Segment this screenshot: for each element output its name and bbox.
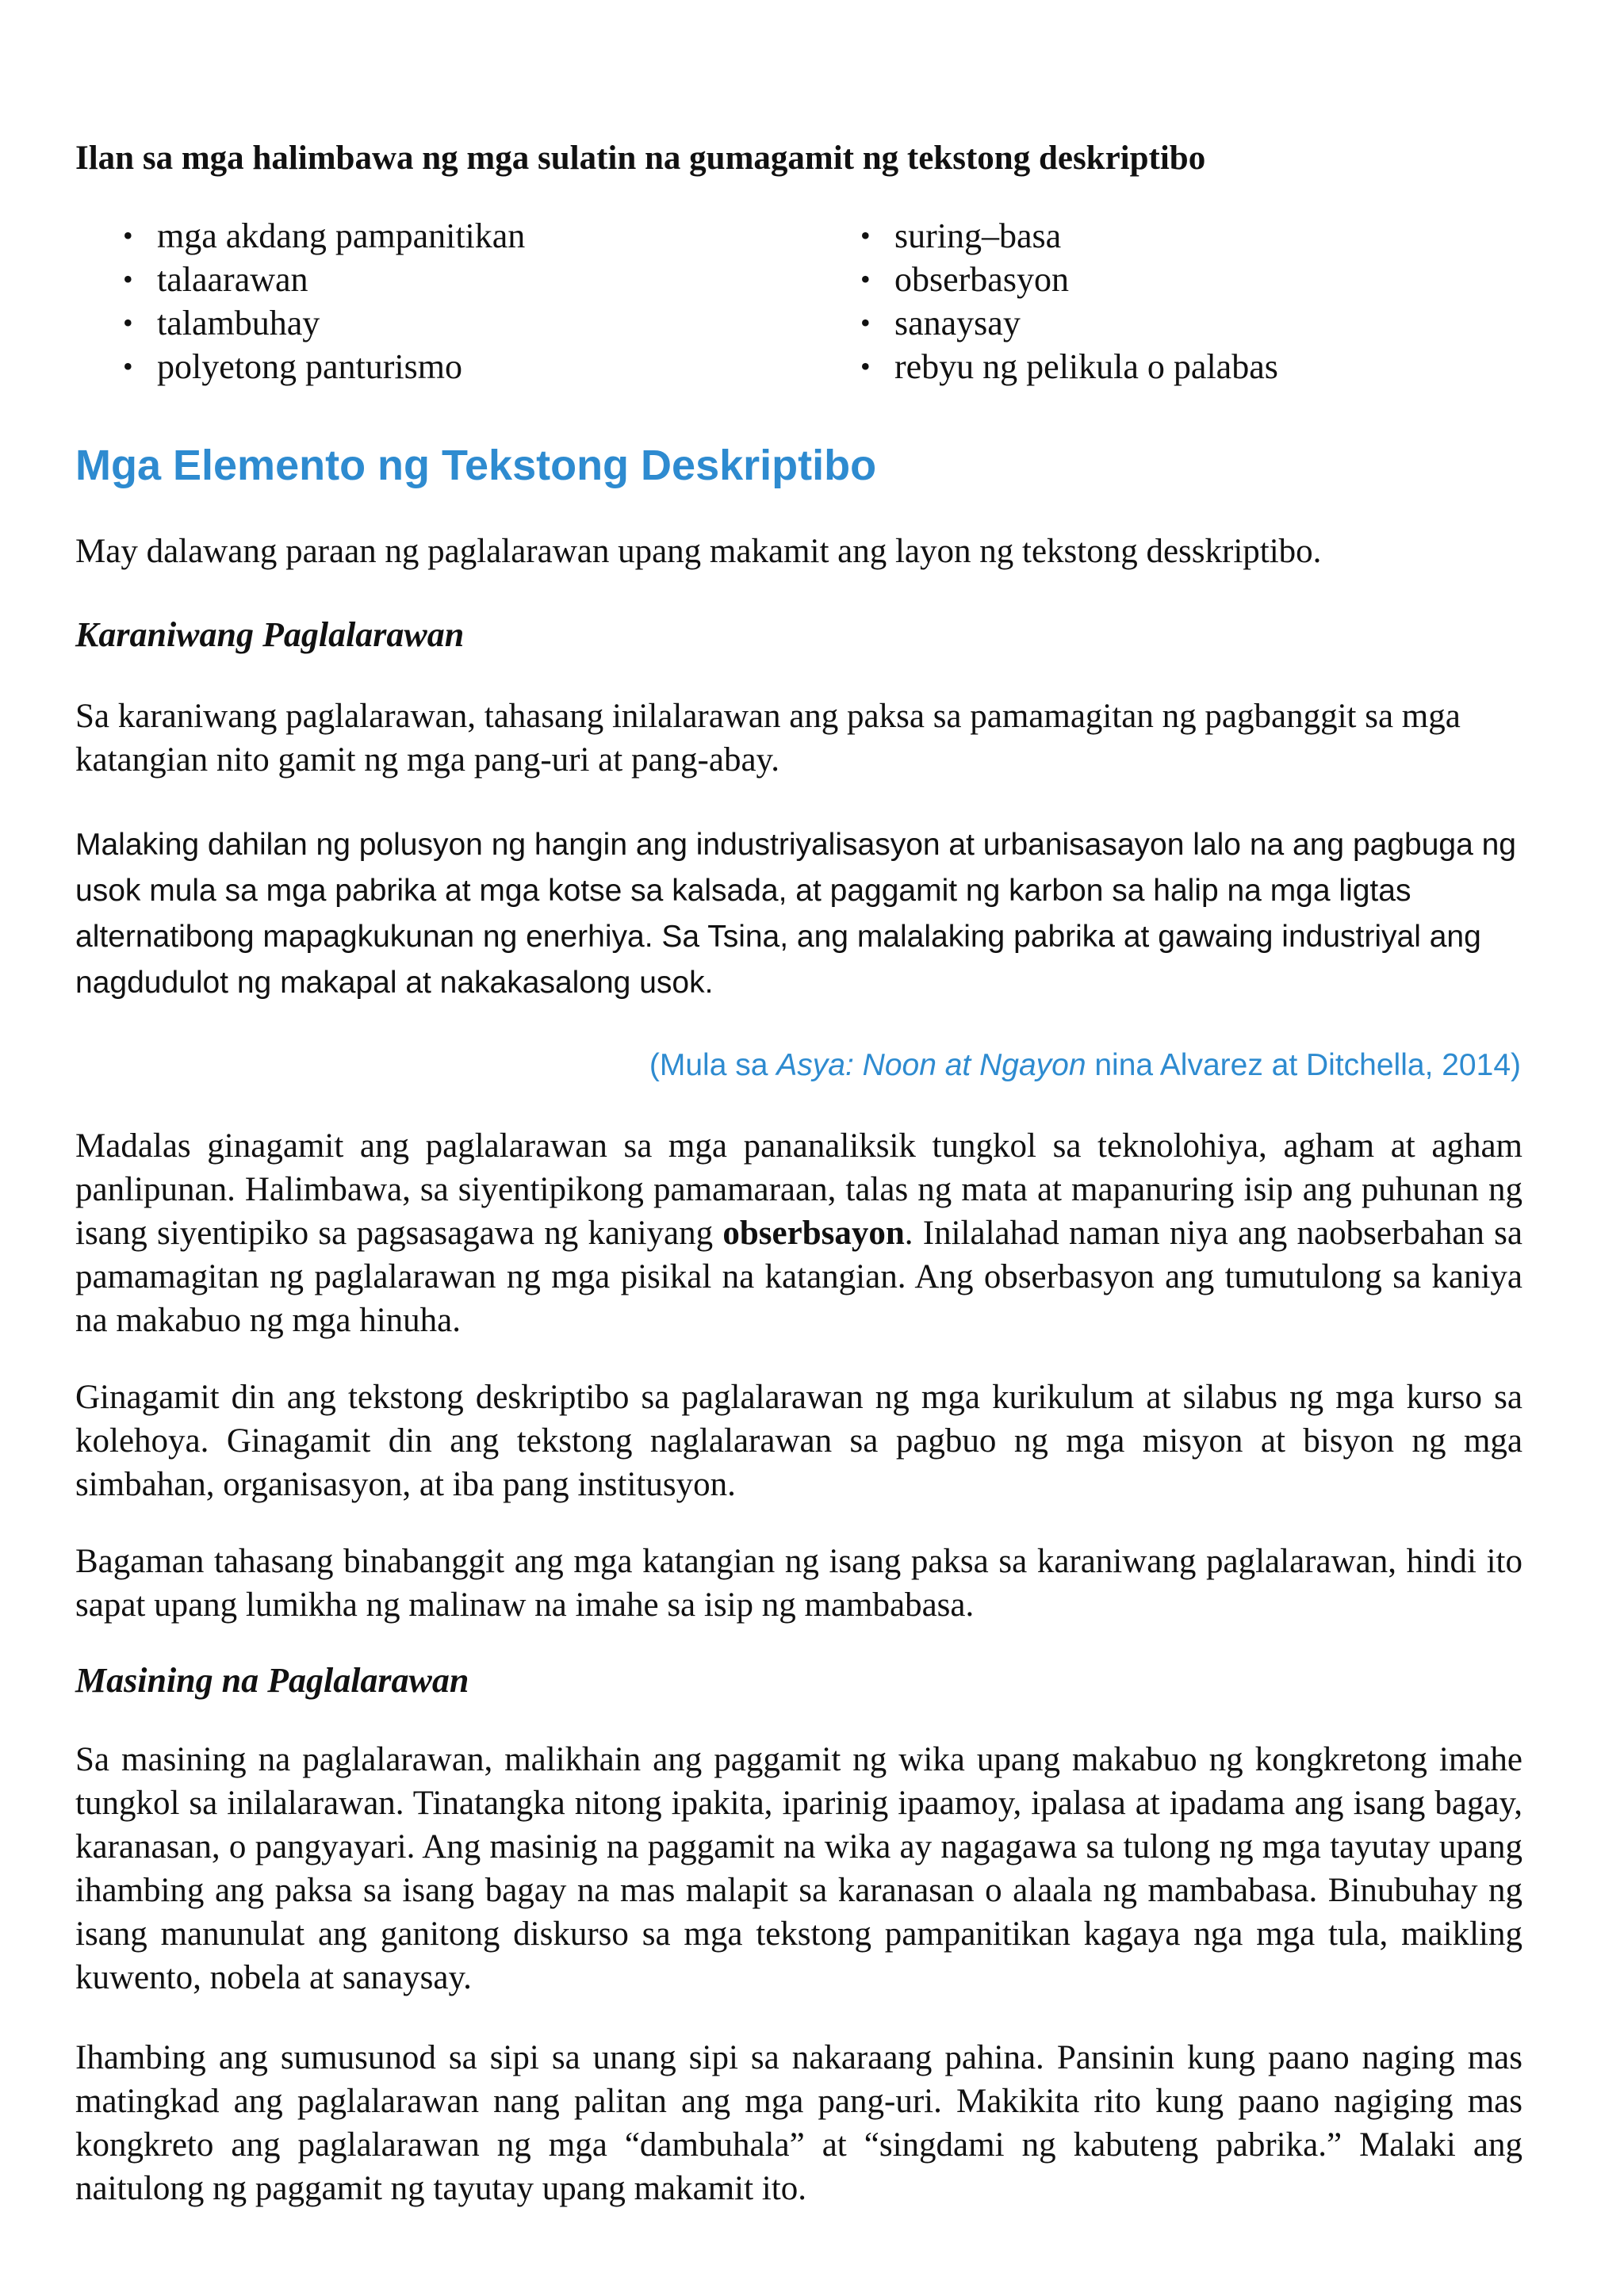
bullet-icon: • [860,307,871,339]
karaniwang-paragraph-2: Madalas ginagamit ang paglalarawan sa mga pananaliksik tungkol sa teknolohiya, agham at agham panlipunan. Halimbawa, sa siyentipikong pamamaraan, talas ng mata at mapanuring isip ang puhunan ng isang siyentipiko sa pagsasagawa ng kaniyang obserbsayon. Inilalahad naman niya ang naobserbahan sa pamamagitan ng paglalarawan ng mga pisikal na katangian. Ang obserbasyon ang tumutulong sa kaniya na makabuo ng mga hinuha. [75,1127,1522,1339]
list-item: • rebyu ng pelikula o palabas [860,345,1278,388]
example-excerpt: Malaking dahilan ng polusyon ng hangin ang industriyalisasyon at urbanisasayon lalo na ang pagbuga ng usok mula sa mga pabrika at mga kotse sa kalsada, at paggamit ng karbon sa halip na mga ligtas alternatibong mapagkukunan ng enerhiya. Sa Tsina, ang malalaking pabrika at gawaing industriyal ang nagdudulot ng makapal at nakakasalong usok. [75,828,1516,1000]
list-item: • suring–basa [860,214,1278,258]
masining-paragraph-1: Sa masining na paglalarawan, malikhain ang paggamit ng wika upang makabuo ng kongkretong imahe tungkol sa inilalarawan. Tinatangka nitong ipakita, iparinig ipaamoy, ipalasa at ipadama ang isang bagay, karanasan, o pangyayari. Ang masinig na paggamit na wika ay nagagawa sa tulong ng mga tayutay upang ihambing ang paksa sa isang bagay na mas malapit sa karanasan o alaala ng mambabasa. Binubuhay ng isang manunulat ang ganitong diskurso sa mga tekstong pampanitikan kagaya nga mga tula, maikling kuwento, nobela at sanaysay. [75,1741,1522,1996]
list-item: • talaarawan [123,258,525,301]
section-heading: Mga Elemento ng Tekstong Deskriptibo [75,442,877,489]
excerpt-citation: (Mula sa Asya: Noon at Ngayon nina Alvarez at Ditchella, 2014) [649,1048,1521,1082]
list-item: • polyetong panturismo [123,345,525,388]
list-item: • talambuhay [123,301,525,345]
bullet-icon: • [123,307,133,339]
bullet-icon: • [123,350,133,382]
masining-paragraph-2: Ihambing ang sumusunod sa sipi sa unang sipi sa nakaraang pahina. Pansinin kung paano naging mas matingkad ang paglalarawan nang palitan ang mga pang-uri. Makikita rito kung paano nagiging mas kongkreto ang paglalarawan ng mga “dambuhala” at “singdami ng kabuteng pabrika.” Malaki ang naitulong ng paggamit ng tayutay upang makamit ito. [75,2039,1522,2207]
list-item: • sanaysay [860,301,1278,345]
keyword-bold: obserbsayon [722,1215,905,1252]
section-intro: May dalawang paraan ng paglalarawan upang makamit ang layon ng tekstong desskriptibo. [75,533,1322,570]
examples-list-left [123,214,525,388]
examples-heading: Ilan sa mga halimbawa ng mga sulatin na gumagamit ng tekstong deskriptibo [75,140,1206,177]
bullet-icon: • [860,263,871,295]
masining-heading: Masining na Paglalarawan [75,1661,469,1700]
bullet-icon: • [860,220,871,251]
karaniwang-heading: Karaniwang Paglalarawan [75,615,465,654]
list-item: • mga akdang pampanitikan [123,214,525,258]
citation-title: Asya: Noon at Ngayon [776,1048,1086,1082]
karaniwang-paragraph-1: Sa karaniwang paglalarawan, tahasang inilalarawan ang paksa sa pamamagitan ng pagbanggit sa mga katangian nito gamit ng mga pang-uri at pang-abay. [75,698,1461,779]
list-item: • obserbasyon [860,258,1278,301]
karaniwang-paragraph-4: Bagaman tahasang binabanggit ang mga katangian ng isang paksa sa karaniwang paglalarawan, hindi ito sapat upang lumikha ng malinaw na imahe sa isip ng mambabasa. [75,1543,1522,1624]
bullet-icon: • [123,220,133,251]
examples-list-right [860,214,1278,388]
bullet-icon: • [123,263,133,295]
karaniwang-paragraph-3: Ginagamit din ang tekstong deskriptibo sa paglalarawan ng mga kurikulum at silabus ng mga kurso sa kolehoya. Ginagamit din ang tekstong naglalarawan sa pagbuo ng mga misyon at bisyon ng mga simbahan, organisasyon, at iba pang institusyon. [75,1379,1522,1503]
bullet-icon: • [860,350,871,382]
